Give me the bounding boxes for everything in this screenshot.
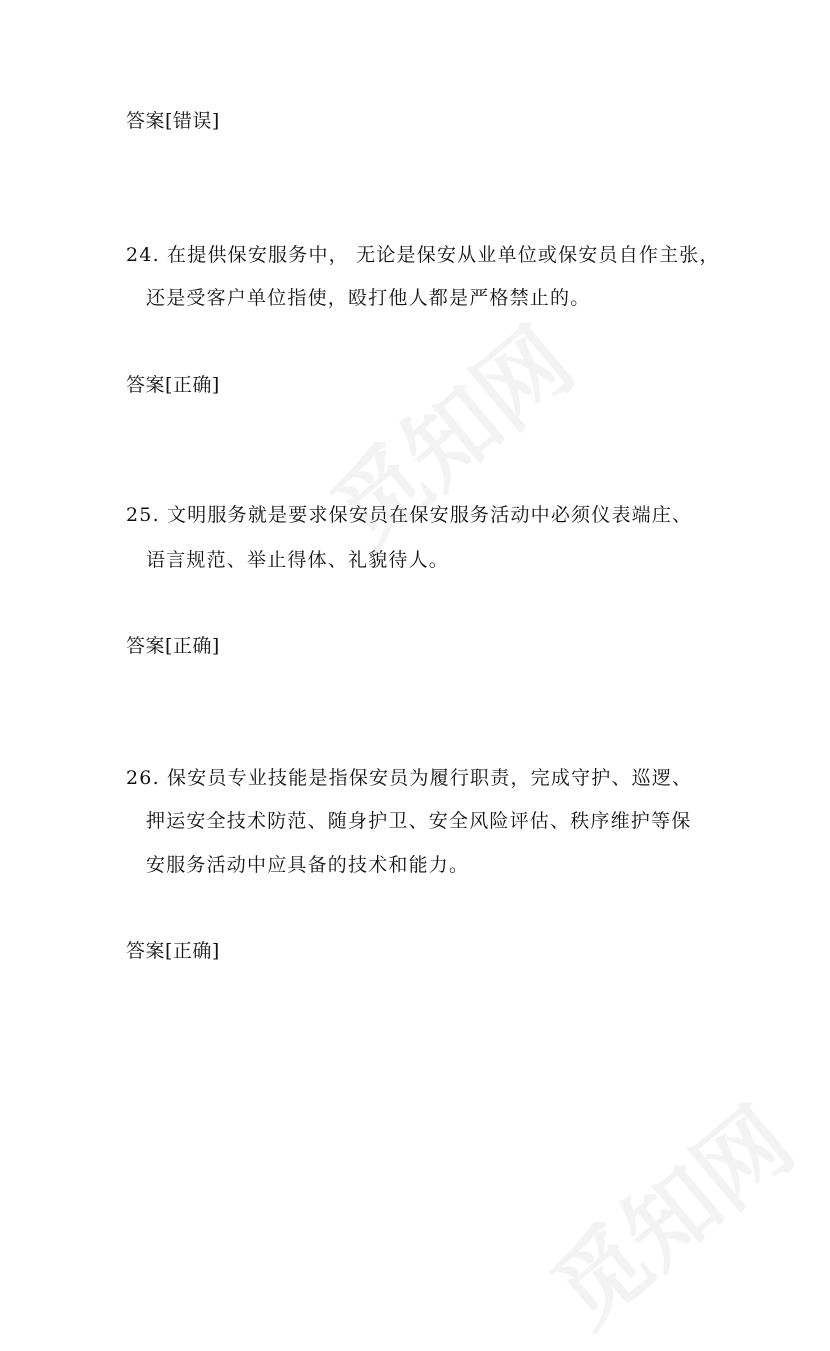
answer-26: 答案[正确]	[126, 940, 220, 962]
answer-24: 答案[正确]	[126, 374, 220, 396]
question-25-line-2: 语言规范、举止得体、礼貌待人。	[146, 549, 450, 571]
question-26-line-2: 押运安全技术防范、随身护卫、安全风险评估、秩序维护等保	[146, 810, 692, 832]
answer-25: 答案[正确]	[126, 635, 220, 657]
question-25-line-1: 25. 文明服务就是要求保安员在保安服务活动中必须仪表端庄、	[126, 504, 693, 526]
watermark	[520, 1073, 816, 1351]
answer-23: 答案[错误]	[126, 110, 220, 132]
question-24-line-1: 24. 在提供保安服务中， 无论是保安从业单位或保安员自作主张，	[126, 244, 720, 266]
question-24-line-2: 还是受客户单位指使，殴打他人都是严格禁止的。	[146, 287, 591, 309]
question-26-line-1: 26. 保安员专业技能是指保安员为履行职责，完成守护、巡逻、	[126, 767, 693, 789]
watermark	[300, 293, 596, 572]
question-26-line-3: 安服务活动中应具备的技术和能力。	[146, 854, 470, 876]
